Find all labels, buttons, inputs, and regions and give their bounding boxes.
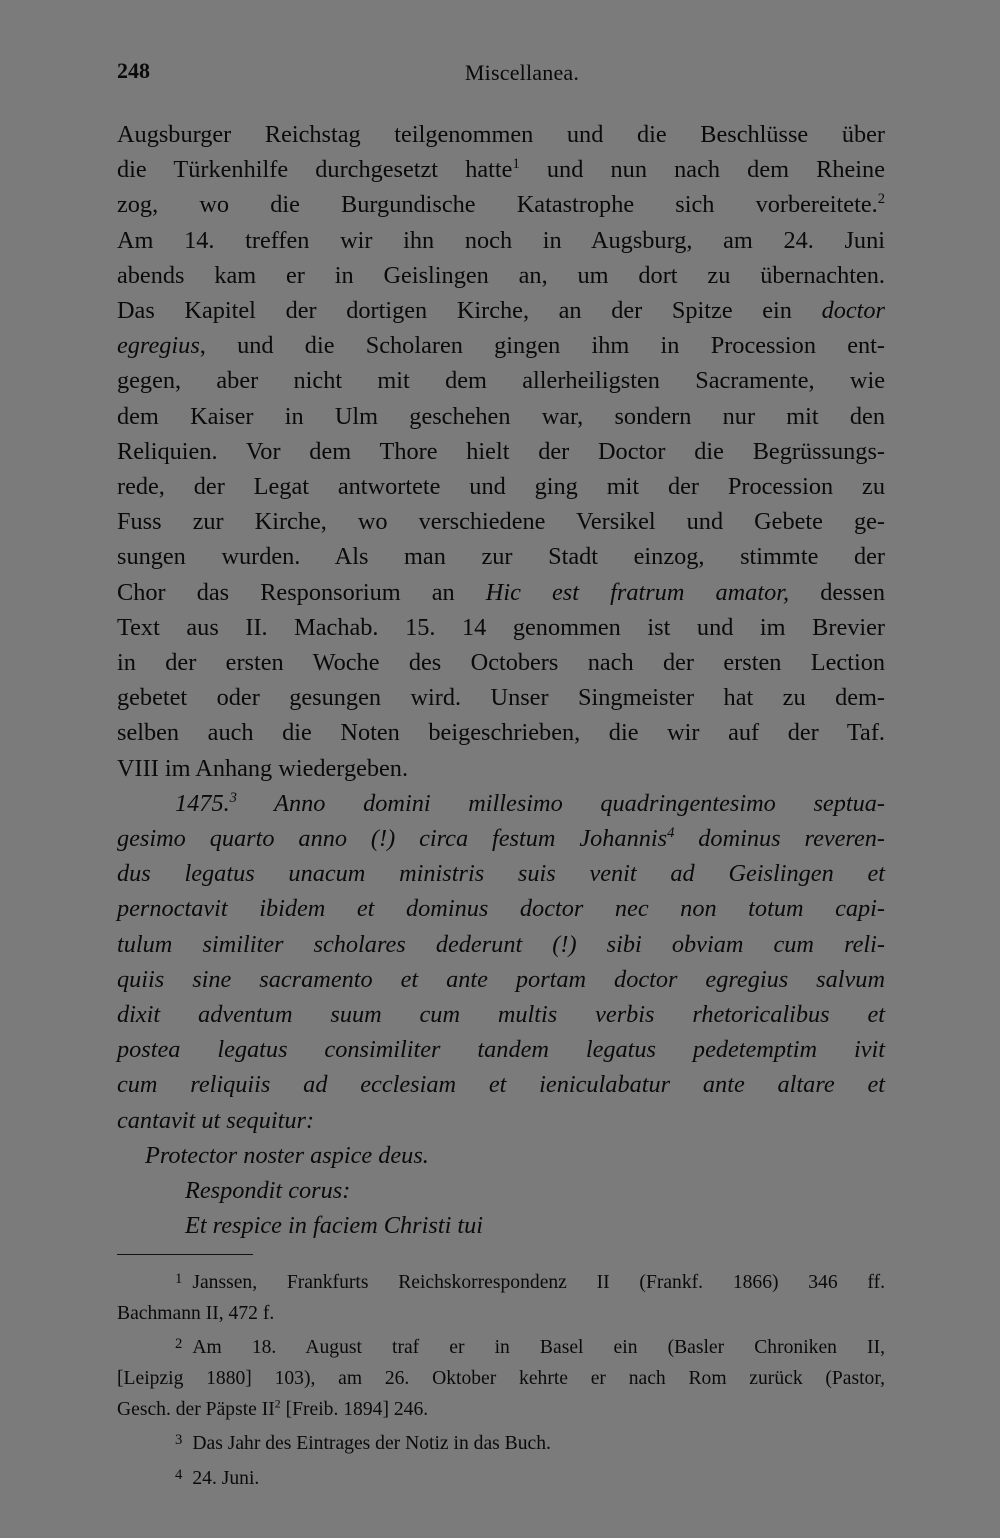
footnote-3: $^3$ Das Jahr des Eintrages der Notiz in das Buch. xyxy=(175,1432,551,1455)
verse-line: Et respice in faciem Christi tui xyxy=(185,1212,484,1240)
text-line: abends kam er in Geislingen an, um dort zu übernachten. xyxy=(117,261,885,289)
page-header xyxy=(117,58,887,94)
text-line: Das Kapitel der dortigen Kirche, an der Spitze ein doctor xyxy=(117,297,886,325)
footnote-2-cont: [Leipzig 1880] 103), am 26. Oktober kehrte er nach Rom zurück (Pastor, xyxy=(117,1368,885,1390)
footnote-1-cont: Bachmann II, 472 f. xyxy=(117,1302,275,1324)
footnote-ref: 2 xyxy=(877,191,885,208)
text-line: Am 14. treffen wir ihn noch in Augsburg, am 24. Juni xyxy=(117,226,885,254)
text-line: VIII im Anhang wiedergeben. xyxy=(117,754,409,782)
latin-line: dixit adventum suum cum multis verbis rhetoricalibus et xyxy=(117,1001,885,1029)
text-line: gegen, aber nicht mit dem allerheiligsten Sacramente, wie xyxy=(117,367,885,395)
latin-line: cum reliquiis ad ecclesiam et ieniculabatur ante altare et xyxy=(117,1071,885,1099)
latin-line: pernoctavit ibidem et dominus doctor nec non totum capi- xyxy=(117,895,885,923)
latin-line: 1475.$^3$ Anno domini millesimo quadringentesimo septua- xyxy=(175,789,885,817)
text-line: sungen wurden. Als man zur Stadt einzog, stimmte der xyxy=(117,543,885,571)
footnotes xyxy=(117,1264,885,1495)
verse-line: Protector noster aspice deus. xyxy=(145,1141,429,1169)
footnote-2: $^2$ Am 18. August traf er in Basel ein (Basler Chroniken II, xyxy=(175,1336,885,1359)
text-line: egregius, und die Scholaren gingen ihm in Procession ent- xyxy=(117,332,885,360)
italic-title: Hic est fratrum amator, xyxy=(485,578,790,606)
footnote-1: $^1$ Janssen, Frankfurts Reichskorrespondenz II (Frankf. 1866) 346 ff. xyxy=(175,1271,885,1294)
footnote-4: $^4$ 24. Juni. xyxy=(175,1466,260,1490)
text-line: die Türkenhilfe durchgesetzt hatte$^1$ und nun nach dem Rheine xyxy=(117,156,885,184)
footnote-divider xyxy=(117,1254,253,1255)
text-line: Text aus II. Machab. 15. 14 genommen ist und im Brevier xyxy=(117,613,885,641)
text-line: dem Kaiser in Ulm geschehen war, sondern nur mit den xyxy=(117,402,885,430)
running-title: Miscellanea. xyxy=(464,60,580,85)
text-line: zog, wo die Burgundische Katastrophe sich vorbereitete.$^2$ xyxy=(117,191,885,219)
text-line: Chor das Responsorium an Hic est fratrum amator, dessen xyxy=(117,578,885,606)
verse-line: Respondit corus: xyxy=(185,1177,351,1205)
latin-line: dus legatus unacum ministris suis venit ad Geislingen et xyxy=(117,860,885,888)
main-text xyxy=(117,117,885,1244)
latin-line: tulum similiter scholares dederunt (!) sibi obviam cum reli- xyxy=(117,930,885,958)
text-line: Augsburger Reichstag teilgenommen und die Beschlüsse über xyxy=(117,121,885,148)
text-line: in der ersten Woche des Octobers nach der ersten Lection xyxy=(117,649,885,677)
text-line: gebetet oder gesungen wird. Unser Singmeister hat zu dem- xyxy=(117,684,885,712)
latin-line: cantavit ut sequitur: xyxy=(117,1106,315,1134)
text-line: selben auch die Noten beigeschrieben, die wir auf der Taf. xyxy=(117,719,885,747)
latin-line: postea legatus consimiliter tandem legatus pedetemptim ivit xyxy=(117,1036,885,1064)
latin-line: quiis sine sacramento et ante portam doctor egregius salvum xyxy=(117,965,885,993)
latin-line: gesimo quarto anno (!) circa festum Johannis$^4$ dominus reveren- xyxy=(117,824,886,853)
page-number: 248 xyxy=(117,58,150,83)
footnote-ref: 4 xyxy=(667,824,675,841)
text-line: Reliquien. Vor dem Thore hielt der Doctor die Begrüssungs- xyxy=(117,437,885,465)
footnote-2-cont: Gesch. der Päpste $II^2$ [Freib. 1894] 246. xyxy=(117,1397,429,1420)
text-line: Fuss zur Kirche, wo verschiedene Versikel und Gebete ge- xyxy=(117,508,885,536)
italic-term: egregius xyxy=(117,332,200,360)
italic-term: doctor xyxy=(821,297,886,325)
footnote-ref: 1 xyxy=(512,156,520,173)
text-line: rede, der Legat antwortete und ging mit der Procession zu xyxy=(117,473,885,501)
footnote-ref: 3 xyxy=(229,789,237,806)
